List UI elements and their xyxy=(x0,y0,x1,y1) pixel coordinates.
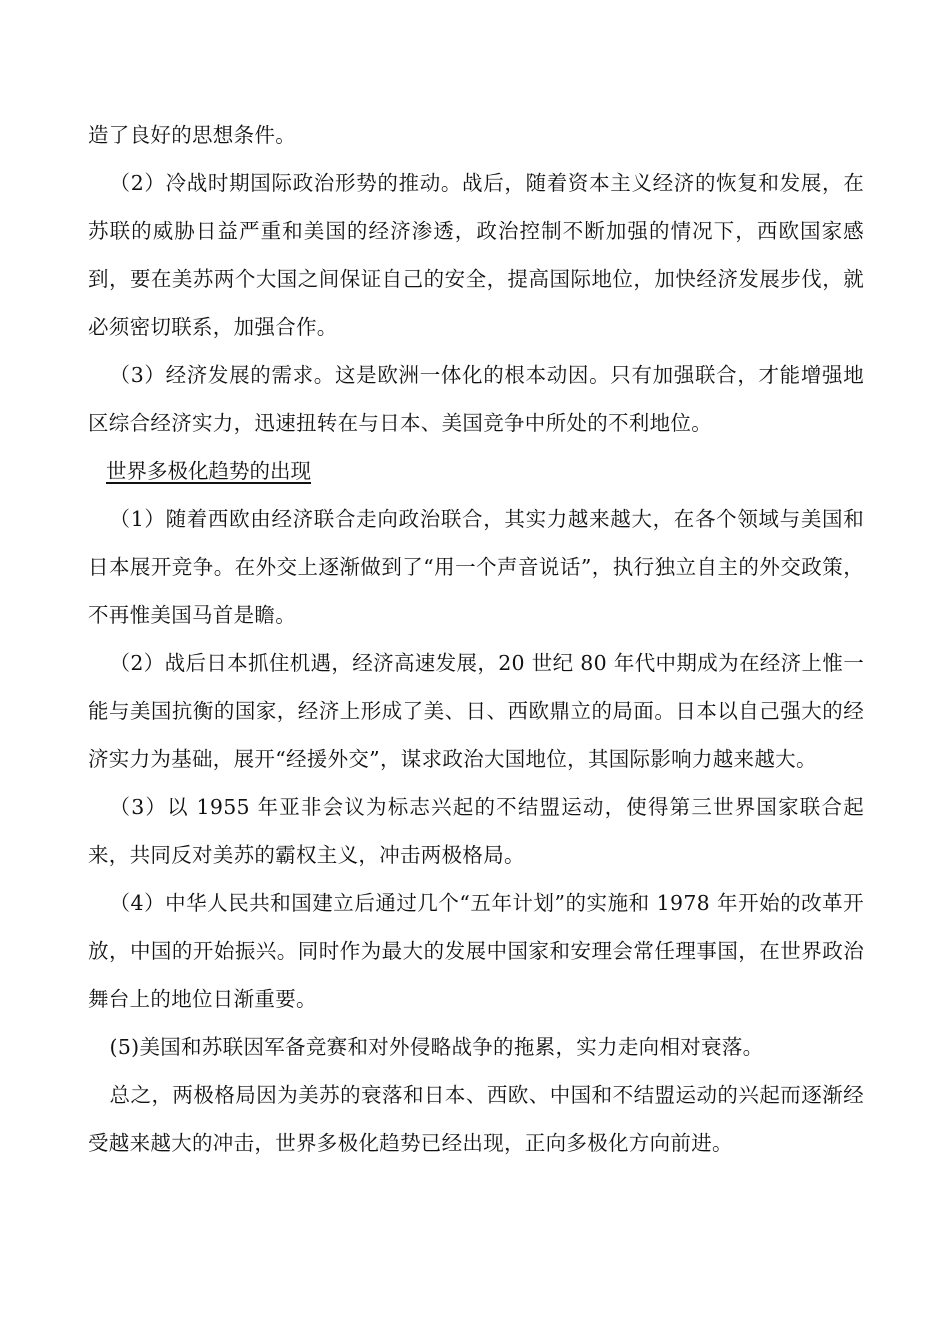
section-heading xyxy=(88,447,864,495)
document-body xyxy=(88,111,864,1167)
section-heading-text: 世界多极化趋势的出现 xyxy=(106,459,311,483)
paragraph-economic-needs: （3）经济发展的需求。这是欧洲一体化的根本动因。只有加强联合，才能增强地区综合经济实力，迅速扭转在与日本、美国竞争中所处的不利地位。 xyxy=(88,363,864,435)
paragraph-summary: 总之，两极格局因为美苏的衰落和日本、西欧、中国和不结盟运动的兴起而逐渐经受越来越大的冲击，世界多极化趋势已经出现，正向多极化方向前进。 xyxy=(88,1083,864,1155)
paragraph-japan: （2）战后日本抓住机遇，经济高速发展，20 世纪 80 年代中期成为在经济上惟一能与美国抗衡的国家，经济上形成了美、日、西欧鼎立的局面。日本以自己强大的经济实力为基础，展开“经援外交”，谋求政治大国地位，其国际影响力越来越大。 xyxy=(88,651,864,771)
paragraph-western-europe: （1）随着西欧由经济联合走向政治联合，其实力越来越大，在各个领域与美国和日本展开竞争。在外交上逐渐做到了“用一个声音说话”，执行独立自主的外交政策，不再惟美国马首是瞻。 xyxy=(88,507,864,627)
paragraph-continuation: 造了良好的思想条件。 xyxy=(88,123,296,147)
paragraph-us-ussr-decline: (5)美国和苏联因军备竞赛和对外侵略战争的拖累，实力走向相对衰落。 xyxy=(109,1035,764,1059)
paragraph-non-aligned-movement: （3）以 1955 年亚非会议为标志兴起的不结盟运动，使得第三世界国家联合起来，共同反对美苏的霸权主义，冲击两极格局。 xyxy=(88,795,864,867)
paragraph-china: （4）中华人民共和国建立后通过几个“五年计划”的实施和 1978 年开始的改革开放，中国的开始振兴。同时作为最大的发展中国家和安理会常任理事国，在世界政治舞台上的地位日渐重要。 xyxy=(88,891,864,1011)
paragraph-cold-war-politics: （2）冷战时期国际政治形势的推动。战后，随着资本主义经济的恢复和发展，在苏联的威胁日益严重和美国的经济渗透，政治控制不断加强的情况下，西欧国家感到，要在美苏两个大国之间保证自己的安全，提高国际地位，加快经济发展步伐，就必须密切联系，加强合作。 xyxy=(88,171,864,339)
